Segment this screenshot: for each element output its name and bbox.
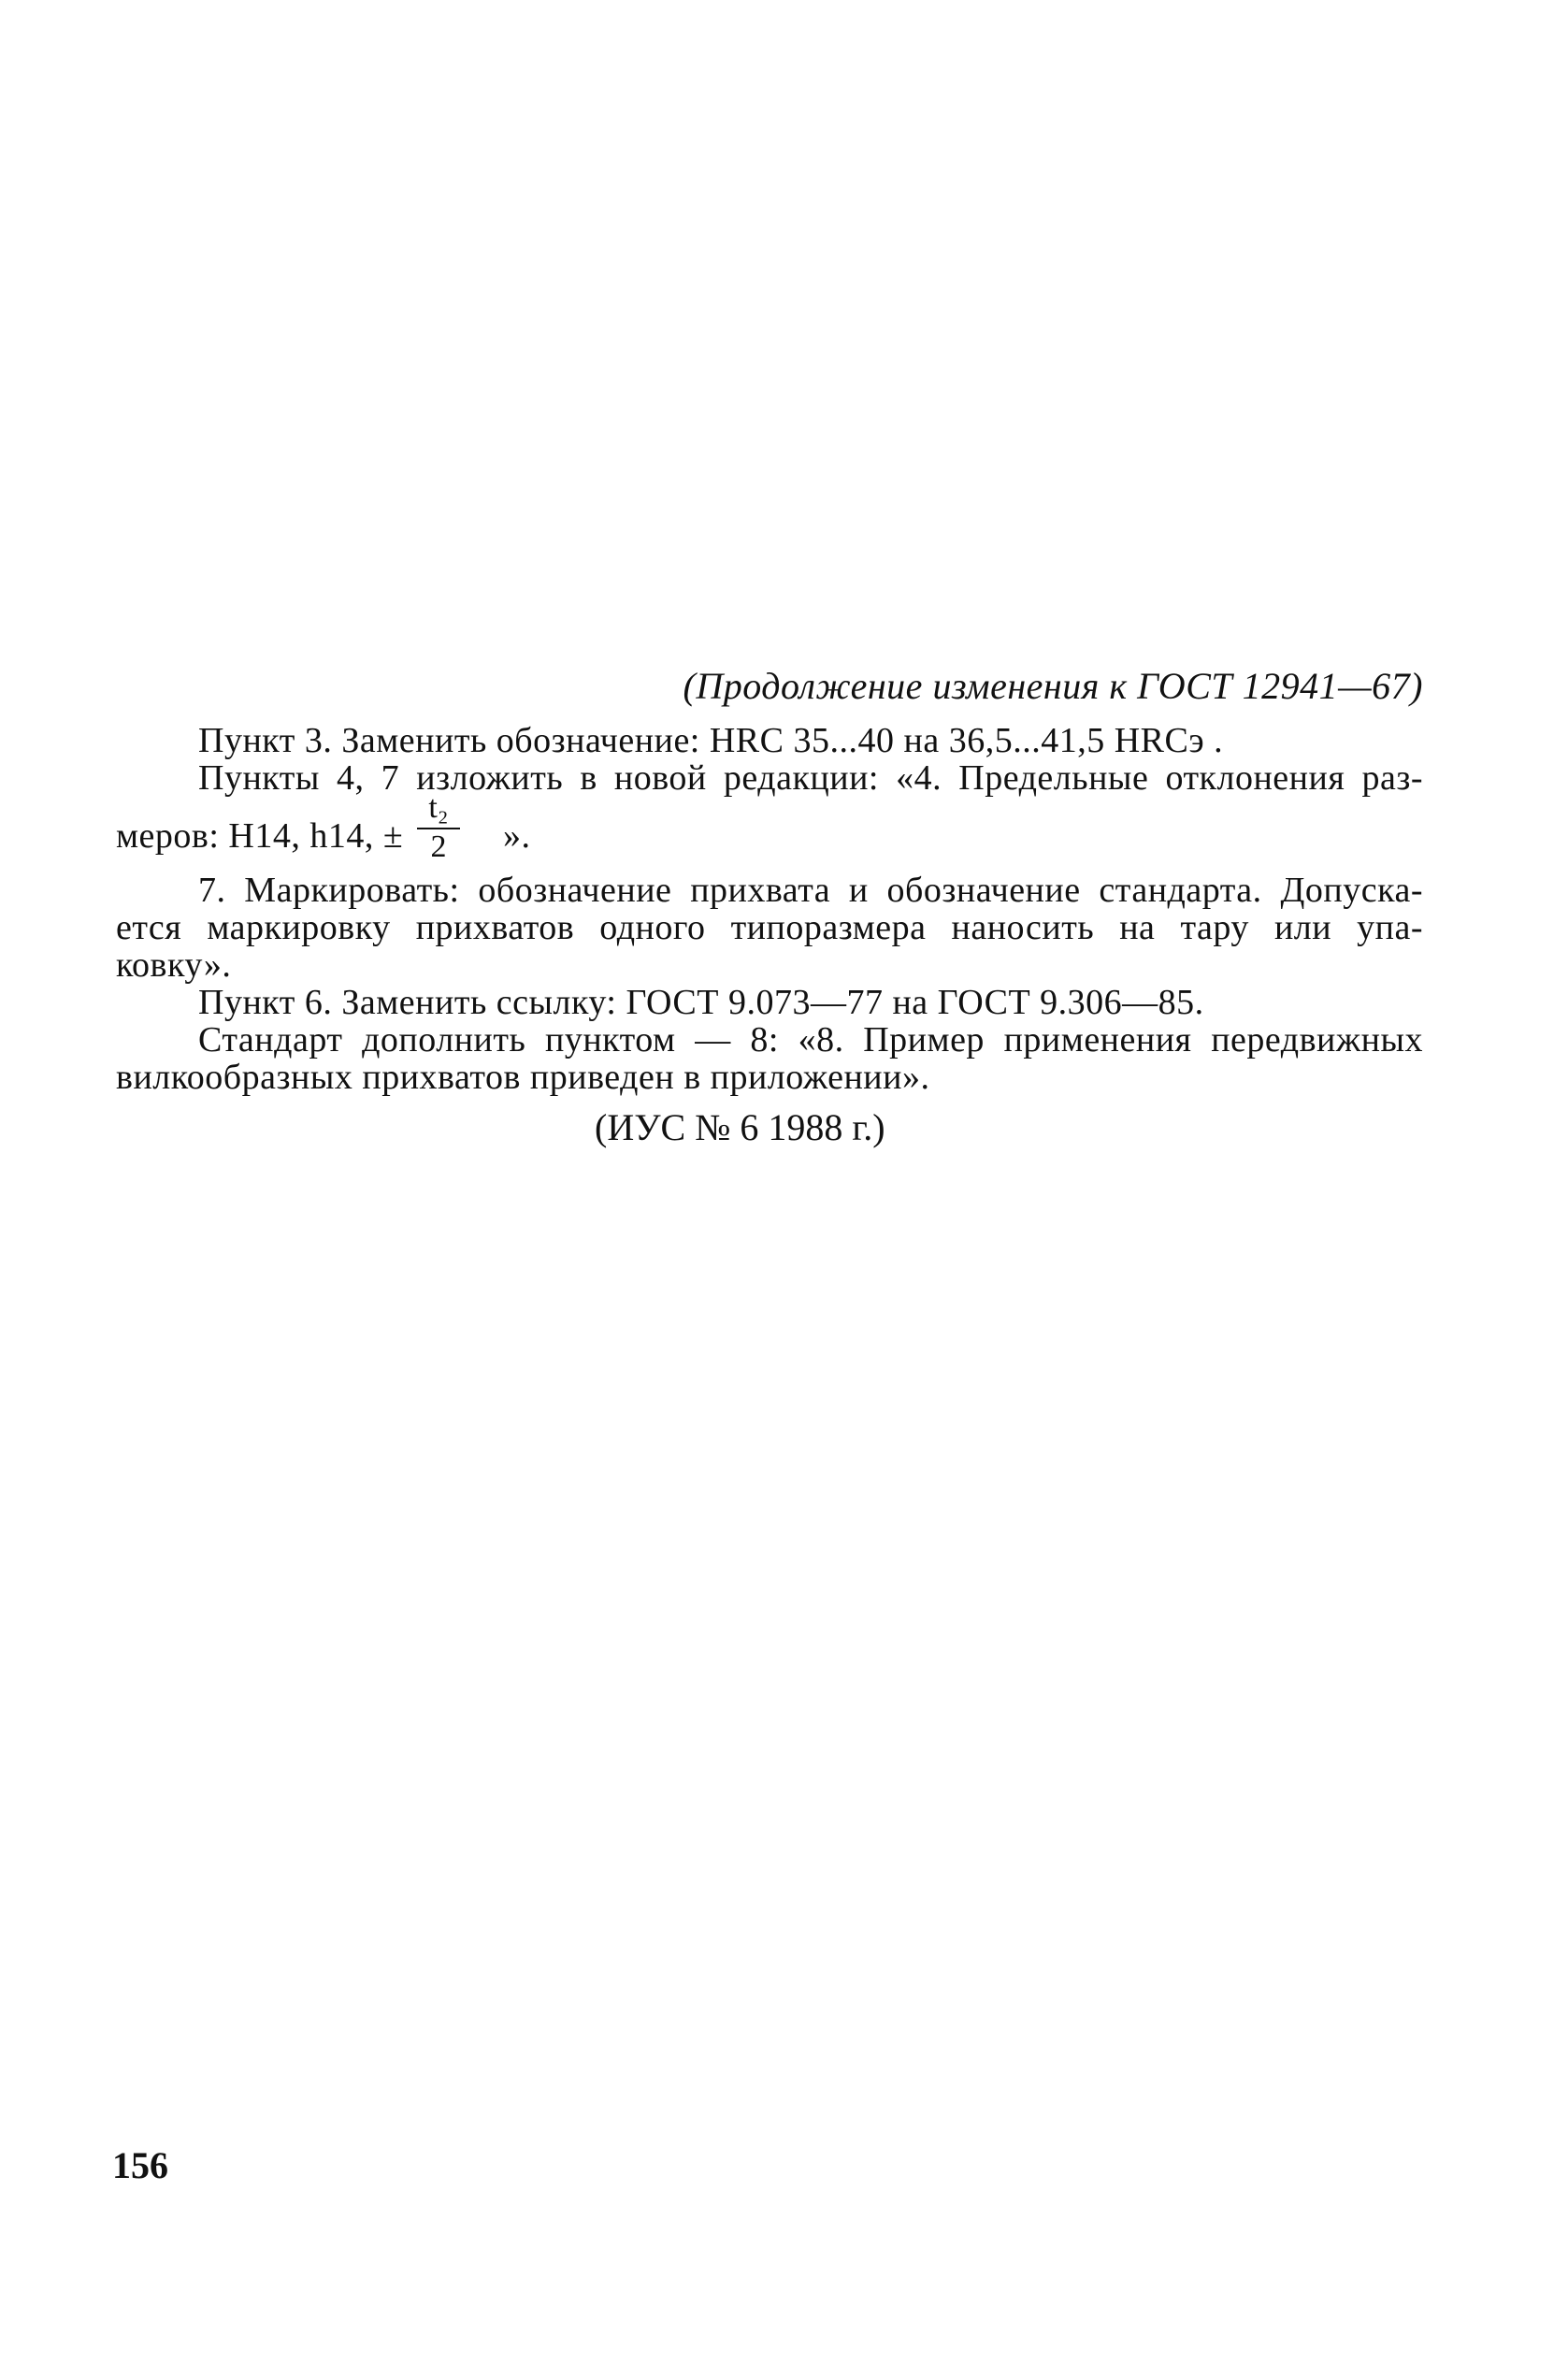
paragraph-line-3-end: ». [503, 816, 531, 856]
fraction-numerator: t₂ [428, 790, 449, 825]
page-number: 156 [112, 2144, 168, 2186]
paragraph-line-3: меров: H14, h14, ± [116, 816, 404, 856]
paragraph-line-9: вилкообразных прихватов приведен в приложении». [116, 1058, 930, 1097]
paragraph-line-6: ковку». [116, 945, 232, 985]
paragraph-line-2: Пункты 4, 7 изложить в новой редакции: «4. Предельные отклонения раз- [198, 758, 1423, 798]
paragraph-line-1: Пункт 3. Заменить обозначение: HRC 35...40 на 36,5...41,5 HRCэ . [198, 721, 1224, 760]
paragraph-line-7: Пункт 6. Заменить ссылку: ГОСТ 9.073—77 на ГОСТ 9.306—85. [198, 983, 1204, 1022]
paragraph-line-8: Стандарт дополнить пунктом — 8: «8. Пример применения передвижных [198, 1020, 1423, 1059]
fraction-denominator: 2 [430, 829, 447, 864]
tolerance-fraction [411, 791, 466, 868]
continuation-heading: (Продолжение изменения к ГОСТ 12941—67) [683, 665, 1423, 707]
source-reference: (ИУС № 6 1988 г.) [595, 1106, 885, 1148]
paragraph-line-5: ется маркировку прихватов одного типоразмера наносить на тару или упа- [116, 908, 1423, 947]
paragraph-line-4: 7. Маркировать: обозначение прихвата и обозначение стандарта. Допуска- [198, 871, 1423, 910]
